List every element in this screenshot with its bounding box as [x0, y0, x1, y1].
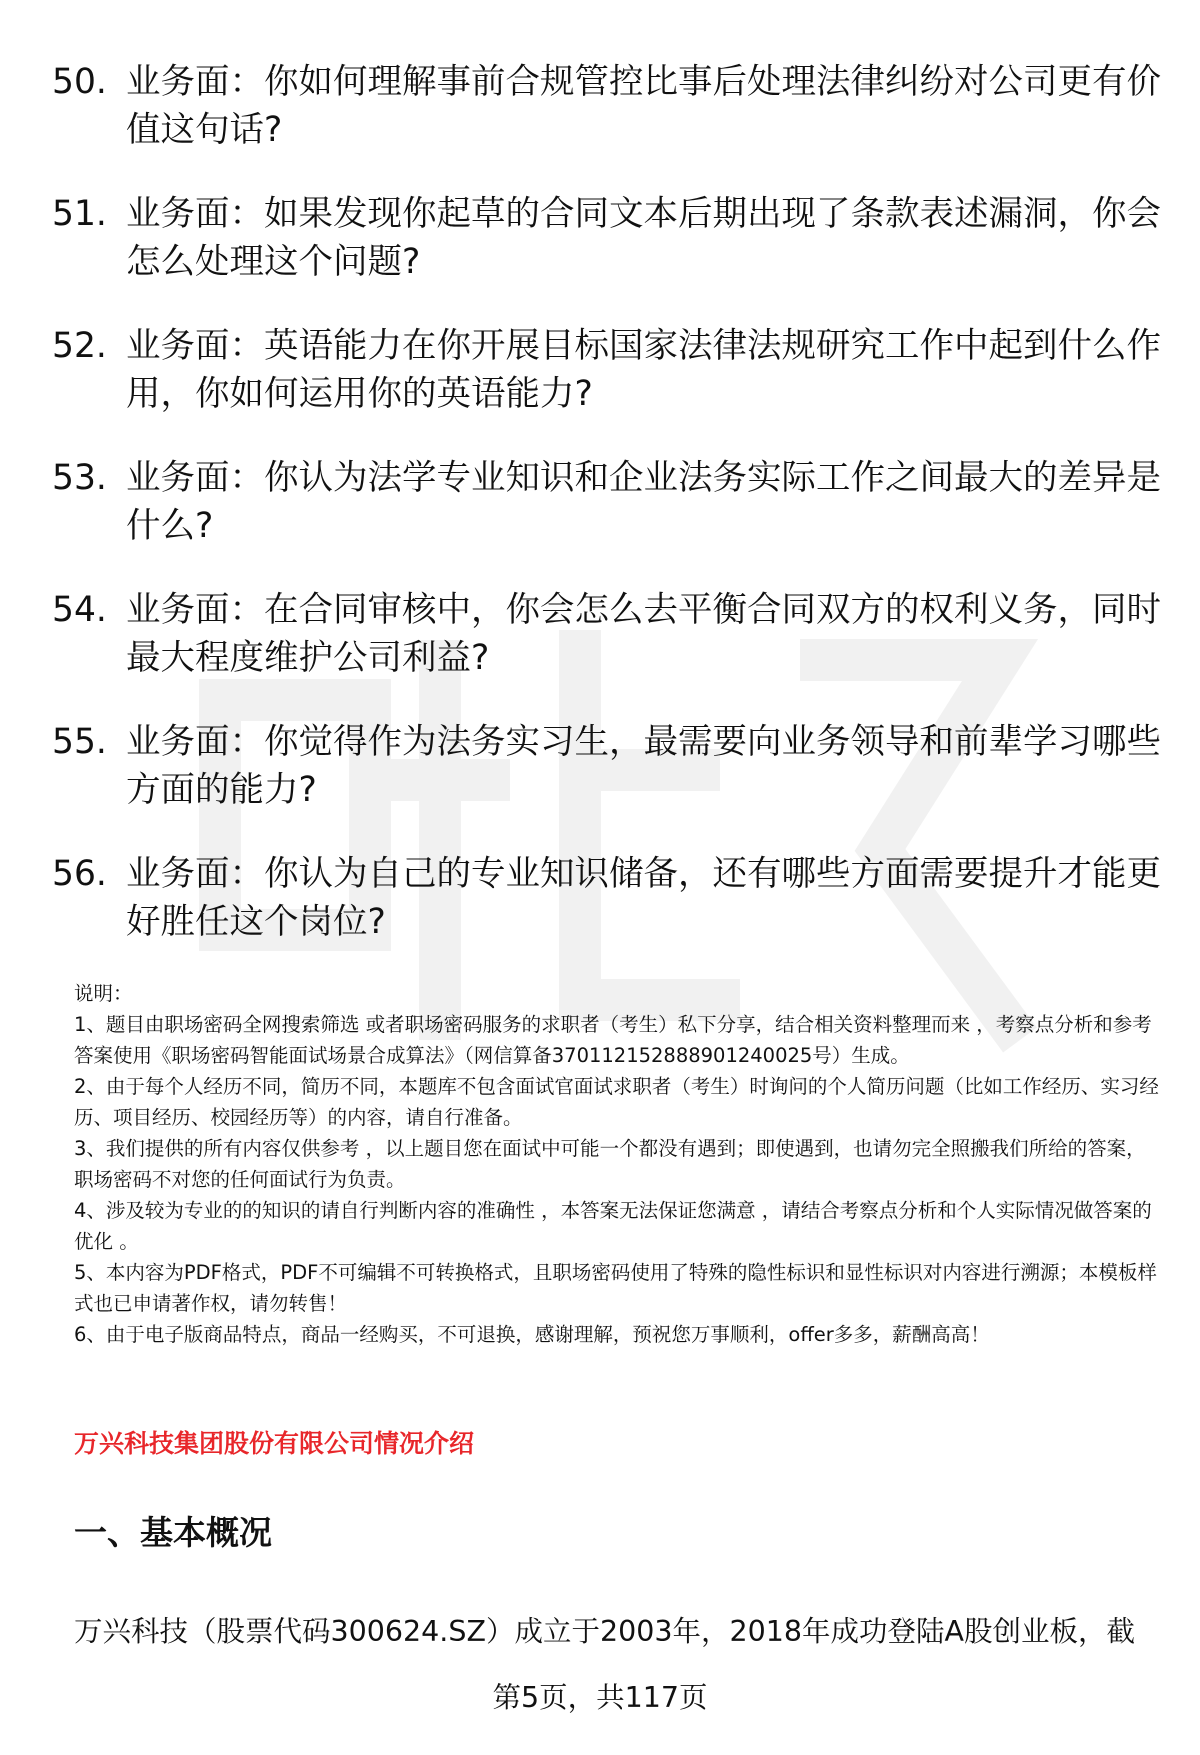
question-item — [52, 190, 1162, 286]
question-text: 业务面：你认为自己的专业知识储备，还有哪些方面需要提升才能更好胜任这个岗位? — [126, 854, 1161, 942]
page-number: 第5页，共117页 — [492, 1681, 708, 1714]
note-item: 4、涉及较为专业的的知识的请自行判断内容的准确性 ，本答案无法保证您满意 ，请结合考察点分析和个人实际情况做答案的优化 。 — [74, 1199, 1152, 1253]
question-item — [52, 454, 1162, 550]
note-item: 1、题目由职场密码全网搜索筛选 或者职场密码服务的求职者（考生）私下分享，结合相关资料整理而来 ，考察点分析和参考答案使用《职场密码智能面试场景合成算法》（网信算备370112152888901240025号）生成。 — [74, 1013, 1152, 1067]
question-item — [52, 718, 1162, 814]
question-item — [52, 586, 1162, 682]
note-item: 6、由于电子版商品特点，商品一经购买，不可退换，感谢理解，预祝您万事顺利，offer多多，薪酬高高！ — [74, 1323, 990, 1346]
question-number: 54. — [52, 590, 107, 630]
question-item — [52, 322, 1162, 418]
question-list — [52, 58, 1162, 982]
question-text: 业务面：你觉得作为法务实习生，最需要向业务领导和前辈学习哪些方面的能力? — [126, 722, 1161, 810]
question-number: 55. — [52, 722, 107, 762]
question-text: 业务面：英语能力在你开展目标国家法律法规研究工作中起到什么作用，你如何运用你的英语能力? — [126, 326, 1161, 414]
intro-paragraph: 万兴科技（股票代码300624.SZ）成立于2003年，2018年成功登陆A股创业板，截 — [74, 1615, 1136, 1648]
question-item — [52, 58, 1162, 154]
question-text: 业务面：你认为法学专业知识和企业法务实际工作之间最大的差异是什么? — [126, 458, 1161, 546]
question-number: 51. — [52, 194, 107, 234]
question-item — [52, 850, 1162, 946]
company-title: 万兴科技集团股份有限公司情况介绍 — [74, 1429, 475, 1458]
question-number: 50. — [52, 62, 107, 102]
question-text: 业务面：在合同审核中，你会怎么去平衡合同双方的权利义务，同时最大程度维护公司利益? — [126, 590, 1161, 678]
notes-section — [74, 978, 1160, 1350]
section-heading: 一、基本概况 — [74, 1513, 272, 1552]
note-item: 2、由于每个人经历不同，简历不同，本题库不包含面试官面试求职者（考生）时询问的个人简历问题（比如工作经历、实习经历、项目经历、校园经历等）的内容，请自行准备。 — [74, 1075, 1159, 1129]
question-number: 56. — [52, 854, 107, 894]
note-item: 3、我们提供的所有内容仅供参考 ，以上题目您在面试中可能一个都没有遇到；即使遇到，也请勿完全照搬我们所给的答案，职场密码不对您的任何面试行为负责。 — [74, 1137, 1146, 1191]
question-text: 业务面：你如何理解事前合规管控比事后处理法律纠纷对公司更有价值这句话? — [126, 62, 1161, 150]
question-number: 52. — [52, 326, 107, 366]
question-number: 53. — [52, 458, 107, 498]
note-item: 5、本内容为PDF格式，PDF不可编辑不可转换格式，且职场密码使用了特殊的隐性标识和显性标识对内容进行溯源；本模板样式也已申请著作权，请勿转售！ — [74, 1261, 1157, 1315]
question-text: 业务面：如果发现你起草的合同文本后期出现了条款表述漏洞，你会怎么处理这个问题? — [126, 194, 1161, 282]
notes-title: 说明： — [74, 982, 133, 1005]
